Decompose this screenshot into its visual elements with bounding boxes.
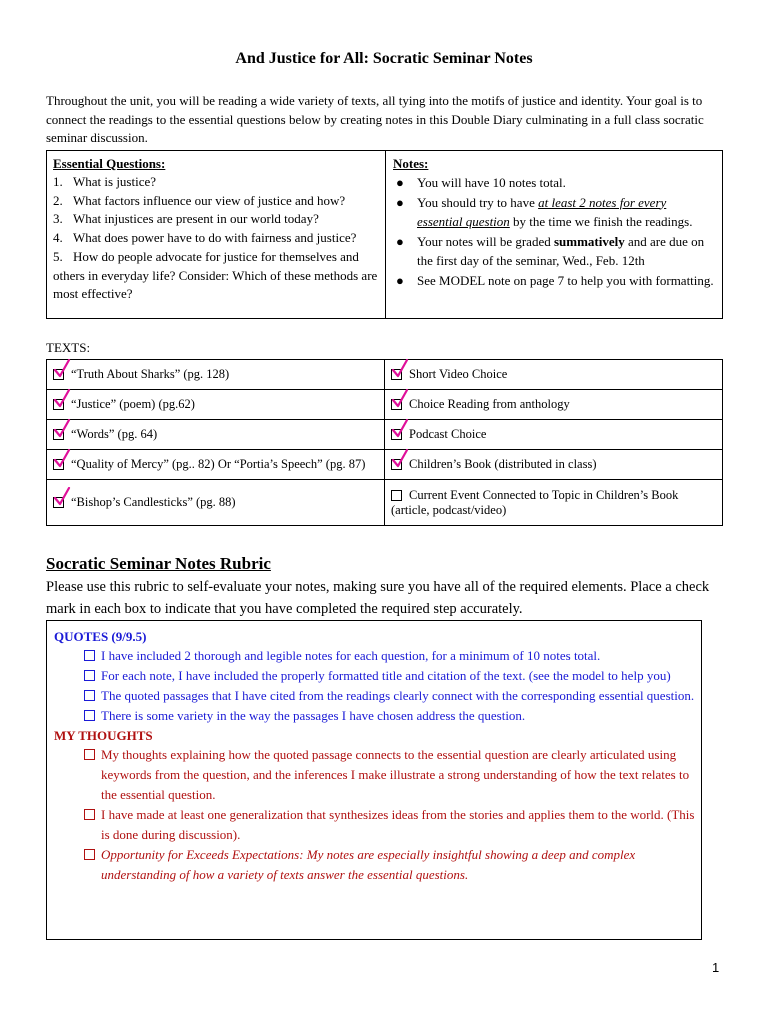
checkbox[interactable] xyxy=(53,459,64,470)
checkbox[interactable] xyxy=(84,650,95,661)
texts-row xyxy=(47,480,723,526)
question-item: 5. How do people advocate for justice for themselves and others in everyday life? Consider: Which of these methods are most effective? xyxy=(53,248,378,302)
bullet-icon: ● xyxy=(396,272,404,288)
text-title: Children’s Book (distributed in class) xyxy=(409,457,597,471)
question-item: 4. What does power have to do with fairness and justice? xyxy=(53,230,357,246)
text-title: “Truth About Sharks” (pg. 128) xyxy=(71,367,230,381)
notes-bullet: ● You should try to have at least 2 notes for every essential question by the time we finish the readings. xyxy=(396,194,693,229)
text-title: “Words” (pg. 64) xyxy=(71,427,158,441)
notes-bullet: ● See MODEL note on page 7 to help you with formatting. xyxy=(393,271,715,291)
rubric-item xyxy=(53,745,695,805)
rubric-item-text: For each note, I have included the properly formatted title and citation of the text. (see the model to help you) xyxy=(101,668,671,683)
rubric-item-text: I have made at least one generalization that synthesizes ideas from the stories and applies them to the world. (This is done during discussion). xyxy=(101,807,695,842)
notes-heading: Notes: xyxy=(393,156,429,171)
text-cell-left xyxy=(47,420,385,450)
check-mark-icon xyxy=(391,449,409,469)
checkbox[interactable] xyxy=(53,497,64,508)
rubric-item-text: There is some variety in the way the passages I have chosen address the question. xyxy=(101,708,526,723)
checkbox[interactable] xyxy=(391,490,402,501)
rubric-description: Please use this rubric to self-evaluate your notes, making sure you have all of the required elements. Place a check mark in each box to indicate that you have completed the required step accurately. xyxy=(46,579,710,617)
check-mark-icon xyxy=(391,359,409,379)
checkbox[interactable] xyxy=(84,849,95,860)
texts-row xyxy=(47,450,723,480)
check-mark-icon xyxy=(53,419,71,439)
text-cell-left xyxy=(47,360,385,390)
checkbox[interactable] xyxy=(53,429,64,440)
text-cell-right xyxy=(385,450,723,480)
text-cell-right xyxy=(385,420,723,450)
text-title: Short Video Choice xyxy=(409,367,508,381)
text-cell-right xyxy=(385,480,723,526)
checkbox[interactable] xyxy=(53,369,64,380)
text-cell-left xyxy=(47,450,385,480)
rubric-item xyxy=(53,646,695,666)
question-item: 1. What is justice? xyxy=(53,174,157,189)
page-number: 1 xyxy=(712,960,720,975)
checkbox[interactable] xyxy=(84,809,95,820)
text-title: “Bishop’s Candlesticks” (pg. 88) xyxy=(71,495,236,509)
thoughts-list xyxy=(53,745,695,885)
quotes-heading: QUOTES (9/9.5) xyxy=(54,629,147,644)
rubric-box xyxy=(46,620,702,940)
checkbox[interactable] xyxy=(84,710,95,721)
checkbox[interactable] xyxy=(391,369,402,380)
rubric-item-text: The quoted passages that I have cited from the readings clearly connect with the corresponding essential question. xyxy=(101,688,695,703)
text-title: Current Event Connected to Topic in Children’s Book (article, podcast/video) xyxy=(391,487,679,517)
notes-bullet: ● Your notes will be graded summatively and are due on the first day of the seminar, Wed., Feb. 12th xyxy=(396,233,705,268)
notes-bullet: ● You will have 10 notes total. xyxy=(393,173,715,193)
texts-table xyxy=(46,359,723,526)
question-item: 2. What factors influence our view of justice and how? xyxy=(53,192,346,208)
texts-row xyxy=(47,420,723,450)
check-mark-icon xyxy=(53,487,71,507)
checkbox[interactable] xyxy=(391,429,402,440)
check-mark-icon xyxy=(53,449,71,469)
rubric-item xyxy=(53,845,695,885)
rubric-item-text: I have included 2 thorough and legible notes for each question, for a minimum of 10 notes total. xyxy=(101,648,601,663)
rubric-title: Socratic Seminar Notes Rubric xyxy=(46,554,271,573)
rubric-item-text: Opportunity for Exceeds Expectations: My notes are especially insightful showing a deep and complex understanding of how a variety of texts answer the essential questions. xyxy=(101,847,636,882)
notes-column xyxy=(386,151,722,318)
intro-paragraph: Throughout the unit, you will be reading a wide variety of texts, all tying into the motifs of justice and identity. Your goal is to connect the readings to the essential questions below by creating notes in this Double Diary culminating in a full class socratic seminar discussion. xyxy=(46,93,704,145)
texts-label: TEXTS: xyxy=(46,340,91,355)
text-title: Choice Reading from anthology xyxy=(409,397,570,411)
rubric-item xyxy=(53,805,695,845)
bullet-icon: ● xyxy=(396,175,404,190)
page-title: And Justice for All: Socratic Seminar Notes xyxy=(235,50,533,67)
text-cell-left xyxy=(47,480,385,526)
checkbox[interactable] xyxy=(84,670,95,681)
essential-questions-column xyxy=(47,151,386,318)
check-mark-icon xyxy=(53,389,71,409)
checkbox[interactable] xyxy=(84,749,95,760)
checkbox[interactable] xyxy=(84,690,95,701)
checkbox[interactable] xyxy=(53,399,64,410)
text-title: “Justice” (poem) (pg.62) xyxy=(71,397,195,411)
texts-row xyxy=(47,390,723,420)
quotes-list xyxy=(53,646,695,726)
bullet-icon: ● xyxy=(396,233,404,249)
check-mark-icon xyxy=(391,419,409,439)
question-item: 3. What injustices are present in our world today? xyxy=(53,211,319,227)
essential-questions-table xyxy=(46,150,723,319)
text-title: Podcast Choice xyxy=(409,427,487,441)
thoughts-heading: MY THOUGHTS xyxy=(54,728,153,743)
text-cell-right xyxy=(385,360,723,390)
rubric-item xyxy=(53,666,695,686)
essential-questions-heading: Essential Questions: xyxy=(53,156,166,171)
rubric-item xyxy=(53,706,695,726)
checkbox[interactable] xyxy=(391,399,402,410)
checkbox[interactable] xyxy=(391,459,402,470)
text-cell-right xyxy=(385,390,723,420)
texts-row xyxy=(47,360,723,390)
text-cell-left xyxy=(47,390,385,420)
check-mark-icon xyxy=(391,389,409,409)
bullet-icon: ● xyxy=(396,194,404,210)
rubric-item xyxy=(53,686,695,706)
text-title: “Quality of Mercy” (pg.. 82) Or “Portia’s Speech” (pg. 87) xyxy=(71,457,366,471)
rubric-item-text: My thoughts explaining how the quoted passage connects to the essential question are clearly articulated using keywords from the question, and the inferences I make illustrate a strong understanding of how the text relates to the essential question. xyxy=(101,747,690,802)
check-mark-icon xyxy=(53,359,71,379)
